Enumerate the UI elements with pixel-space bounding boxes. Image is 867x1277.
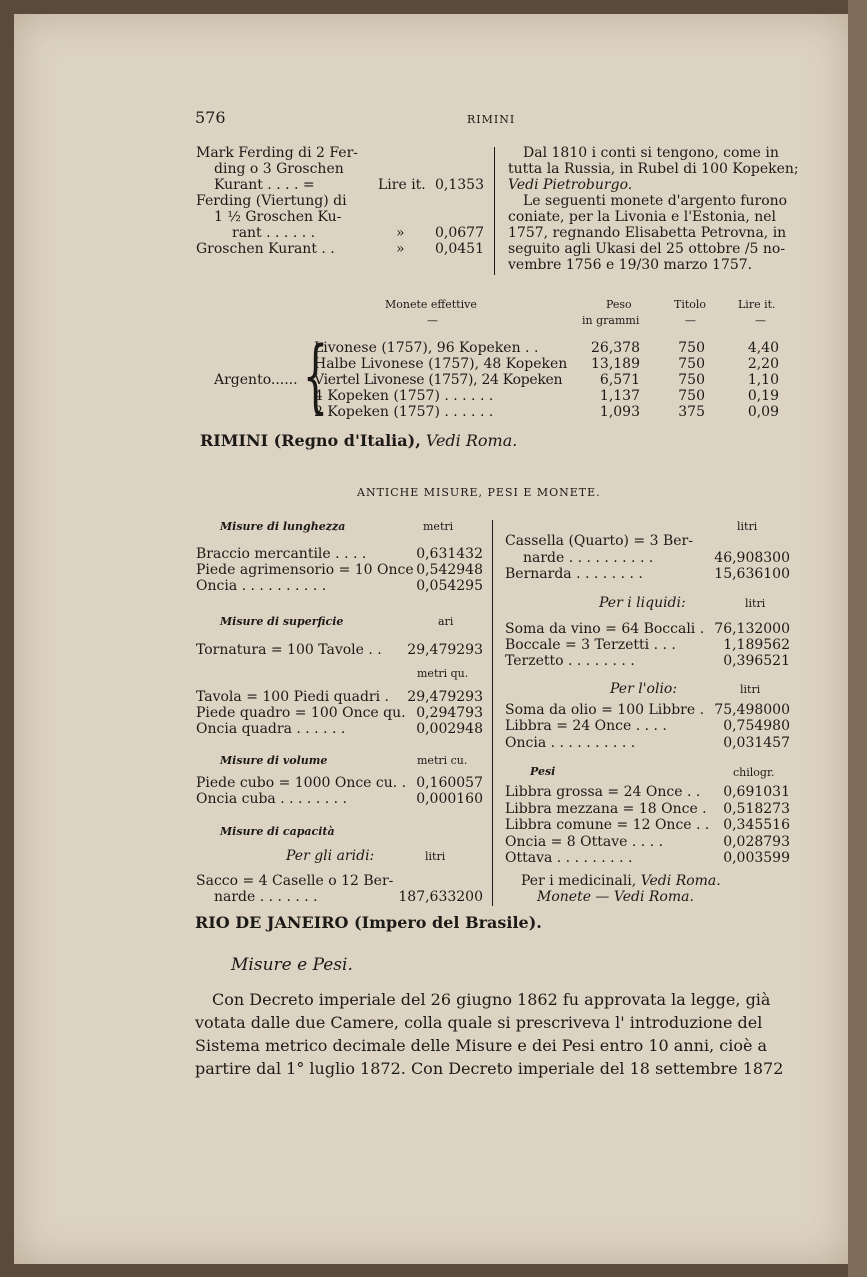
table-row: Libbra = 24 Once . . . . 0,754980 (505, 718, 790, 734)
table-row: narde . . . . . . . 187,633200 (214, 889, 483, 905)
cross-reference: Monete — Vedi Roma. (537, 889, 694, 905)
text-line: seguito agli Ukasi del 25 ottobre /5 no- (508, 241, 786, 257)
header-dash: — (685, 314, 696, 327)
table-row: Ottava . . . . . . . . . 0,003599 (505, 850, 790, 866)
table-row: Oncia quadra . . . . . . 0,002948 (196, 721, 483, 737)
table-row: Piede agrimensorio = 10 Once 0,542948 (196, 562, 483, 578)
table-row: Soma da olio = 100 Libbre . 75,498000 (505, 702, 790, 718)
subsection-label: Per l'olio: (610, 681, 678, 697)
table-row: Livonese (1757), 96 Kopeken . . 26,378 750 4,40 (314, 340, 779, 356)
subsection-label: Misure e Pesi. (231, 955, 353, 975)
text-line: tutta la Russia, in Rubel di 100 Kopeken; (508, 161, 799, 177)
subsection-label: Per gli aridi: (286, 848, 375, 864)
unit-label: litri (425, 850, 446, 863)
column-divider (494, 147, 495, 275)
table-row: Libbra mezzana = 18 Once . 0,518273 (505, 801, 790, 817)
list-item: ding o 3 Groschen (214, 161, 344, 177)
text-line: Le seguenti monete d'argento furono (523, 193, 788, 209)
table-row: Tavola = 100 Piedi quadri . 29,479293 (196, 689, 483, 705)
unit-label: litri (737, 520, 758, 533)
group-label: Argento...... (214, 372, 298, 388)
table-title: Misure di lunghezza (220, 520, 346, 533)
list-item: rant . . . . . . » 0,0677 (232, 225, 484, 241)
subsection-title: ANTICHE MISURE, PESI E MONETE. (357, 486, 601, 499)
table-row: Piede quadro = 100 Once qu. 0,294793 (196, 705, 483, 721)
unit-label: metri cu. (417, 754, 468, 767)
table-row: 4 Kopeken (1757) . . . . . . 1,137 750 0,19 (314, 388, 779, 404)
unit-label: metri (423, 520, 454, 533)
page-number: 576 (195, 108, 226, 127)
unit-label: ari (438, 615, 454, 628)
list-item: 1 ½ Groschen Ku- (214, 209, 342, 225)
text-line: 1757, regnando Elisabetta Petrovna, in (508, 225, 787, 241)
section-heading: RIMINI (Regno d'Italia), Vedi Roma. (200, 431, 518, 450)
list-item: Ferding (Viertung) di (196, 193, 347, 209)
column-subheader: in grammi (582, 314, 640, 327)
table-row: Cassella (Quarto) = 3 Ber- (505, 533, 693, 549)
table-row: Boccale = 3 Terzetti . . . 1,189562 (505, 637, 790, 653)
brace-icon: { (302, 329, 329, 422)
table-row: Oncia cuba . . . . . . . . 0,000160 (196, 791, 483, 807)
cross-reference: Per i medicinali, Vedi Roma. (521, 873, 721, 889)
table-row: Oncia . . . . . . . . . . 0,054295 (196, 578, 483, 594)
table-row: Piede cubo = 1000 Once cu. . 0,160057 (196, 775, 483, 791)
table-title: Misure di superficie (220, 615, 344, 628)
vedi-roma-link[interactable]: Vedi Roma. (613, 889, 694, 905)
list-item: Groschen Kurant . . » 0,0451 (196, 241, 484, 257)
column-header: Titolo (674, 298, 707, 311)
table-row: Tornatura = 100 Tavole . . 29,479293 (196, 642, 483, 658)
table-title: Misure di capacità (220, 825, 335, 838)
unit-label: chilogr. (733, 766, 775, 779)
subsection-label: Per i liquidi: (599, 595, 686, 611)
table-row: Terzetto . . . . . . . . 0,396521 (505, 653, 790, 669)
unit-label: metri qu. (417, 667, 469, 680)
header-dash: — (755, 314, 766, 327)
table-row: Halbe Livonese (1757), 48 Kopeken 13,189 750 2,20 (314, 356, 779, 372)
column-header: Peso (606, 298, 632, 311)
table-row: Oncia = 8 Ottave . . . . 0,028793 (505, 834, 790, 850)
table-row: narde . . . . . . . . . . 46,908300 (523, 550, 790, 566)
column-divider (492, 520, 493, 906)
table-row: Oncia . . . . . . . . . . 0,031457 (505, 735, 790, 751)
table-row: Sacco = 4 Caselle o 12 Ber- (196, 873, 394, 889)
text-line: Vedi Pietroburgo. (508, 177, 633, 193)
header-dash: — (427, 314, 438, 327)
section-heading: RIO DE JANEIRO (Impero del Brasile). (195, 913, 542, 932)
table-row: Bernarda . . . . . . . . 15,636100 (505, 566, 790, 582)
unit-label: litri (745, 597, 766, 610)
column-header: Lire it. (738, 298, 776, 311)
table-row: Viertel Livonese (1757), 24 Kopeken 6,571 750 1,10 (314, 372, 779, 388)
body-paragraph (195, 988, 790, 1080)
unit-label: litri (740, 683, 761, 696)
table-row: Braccio mercantile . . . . 0,631432 (196, 546, 483, 562)
column-header: Monete effettive (385, 298, 477, 311)
text-line: vembre 1756 e 19/30 marzo 1757. (508, 257, 753, 273)
table-row: Libbra comune = 12 Once . . 0,345516 (505, 817, 790, 833)
vedi-roma-link[interactable]: Vedi Roma. (640, 873, 721, 889)
text-line: Dal 1810 i conti si tengono, come in (523, 145, 779, 161)
text-line: votata dalle due Camere, colla quale si prescriveva l' introduzione del (195, 1013, 763, 1032)
table-row: 2 Kopeken (1757) . . . . . . 1,093 375 0,09 (314, 404, 779, 420)
text-line: partire dal 1° luglio 1872. Con Decreto imperiale del 18 settembre 1872 (195, 1059, 784, 1078)
table-row: Soma da vino = 64 Boccali . 76,132000 (505, 621, 790, 637)
text-line: Sistema metrico decimale delle Misure e dei Pesi entro 10 anni, cioè a (195, 1036, 768, 1055)
table-title: Pesi (530, 765, 556, 778)
table-title: Misure di volume (220, 754, 328, 767)
book-edge (848, 0, 867, 1277)
running-title: RIMINI (467, 113, 516, 126)
text-line: coniate, per la Livonia e l'Estonia, nel (508, 209, 777, 225)
table-row: Libbra grossa = 24 Once . . 0,691031 (505, 784, 790, 800)
list-item: Kurant . . . . = Lire it. 0,1353 (214, 177, 484, 193)
text-line: Con Decreto imperiale del 26 giugno 1862 fu approvata la legge, già (212, 990, 771, 1009)
list-item: Mark Ferding di 2 Fer- (196, 145, 359, 161)
